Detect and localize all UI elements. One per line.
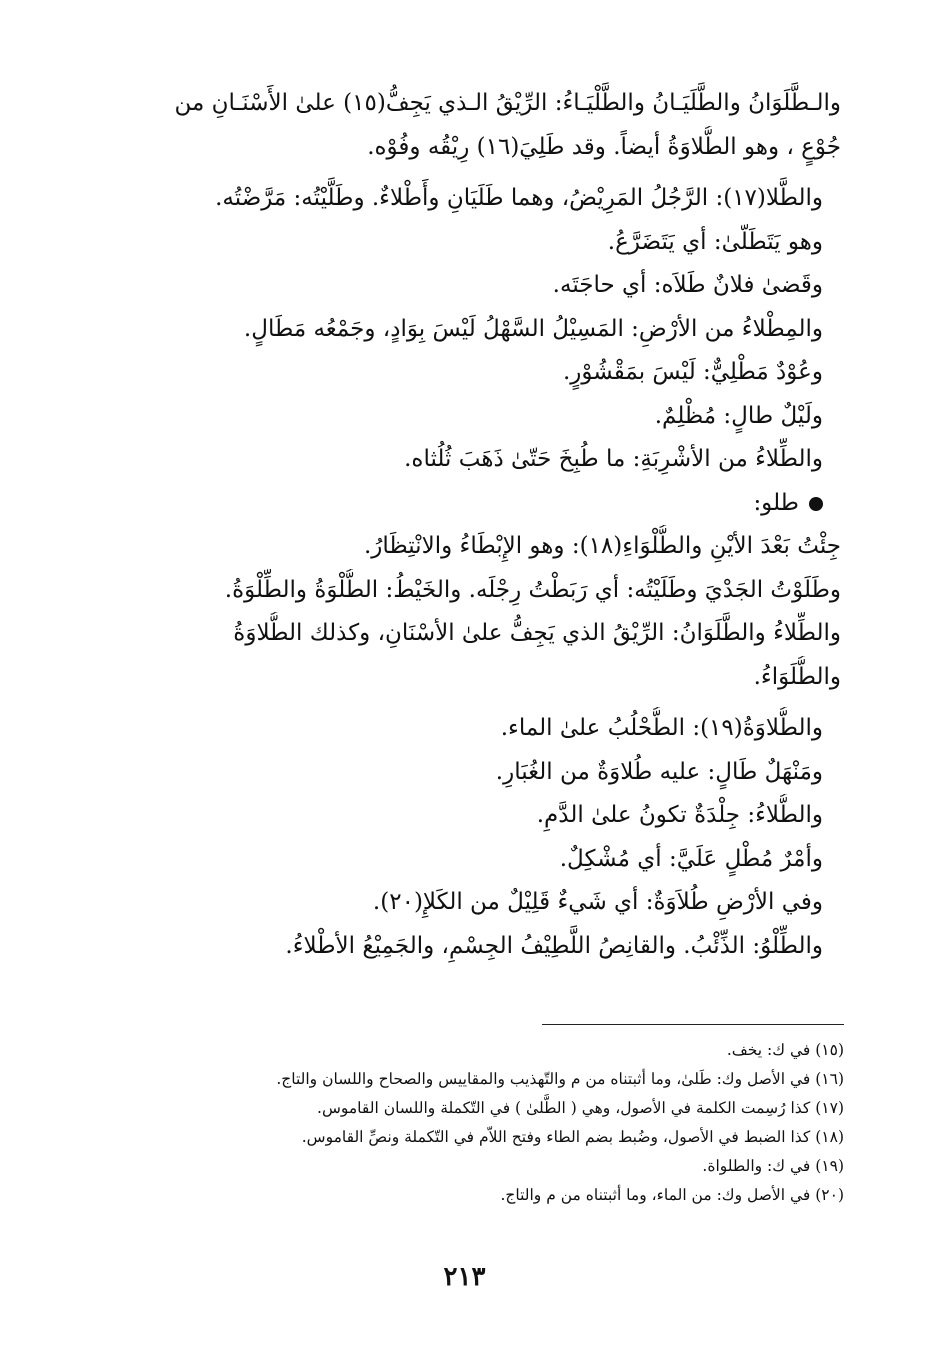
line-text: ولَيْلٌ طالٍ: مُظْلِمٌ. [654, 402, 823, 429]
text-line [90, 351, 841, 395]
line-text: وعُوْدٌ مَطْلِيٌّ: لَيْسَ بمَقْشُوْرٍ. [562, 359, 823, 385]
text-line [90, 308, 841, 352]
line-text: ومَنْهَلٌ طَالٍ: عليه طُلاوَةٌ من الغُبَارِ. [495, 758, 823, 785]
line-text: والطِّلاءُ من الأشْرِبَةِ: ما طُبِخَ حَتّىٰ ذَهَبَ ثُلُثاه. [404, 446, 823, 472]
text-line [90, 438, 841, 482]
text-line [90, 838, 841, 882]
line-text: وفي الأرْضِ طُلاَوَةٌ: أي شَيءٌ قَلِيْلٌ من الكَلإِ(٢٠). [372, 889, 823, 915]
line-text: وطَلَوْتُ الجَدْيَ وطَلَيْتُه: أي رَبَطْتُ رِجْلَه. والخَيْطُ: الطُّلْوَةُ والطِّلْوَةُ. [224, 576, 841, 603]
line-text: والطَّلا(١٧): الرَّجُلُ المَرِيْضُ، وهما طَلَيَانِ وأَطْلاءٌ. وطَلَّيْتُه: مَرَّضْتُه. [215, 185, 823, 211]
line-text: وهو يَتَطَلّىٰ: أي يَتَضَرَّعُ. [607, 228, 823, 255]
text-line [90, 881, 841, 925]
text-line [90, 82, 841, 126]
text-line [90, 264, 841, 308]
entry-heading [90, 482, 841, 526]
bullet-icon [809, 497, 823, 511]
line-text: والطِّلْوُ: الذِّئْبُ. والقانِصُ اللَّطِيْفُ الجِسْمِ، والجَمِيْعُ الأطْلاءُ. [285, 932, 823, 959]
footnote: (٢٠) في الأصل وك: من الماء، وما أثبتناه من م والتاج. [500, 1186, 844, 1204]
line-text: جِئْتُ بَعْدَ الأيْنِ والطُّلْوَاءِ(١٨): وهو الإِبْطَاءُ والانْتِظَارُ. [363, 533, 841, 559]
text-line [90, 751, 841, 795]
line-text: والطِّلاءُ والطَّلَوَانُ: الرِّيْقُ الذي يَجِفُّ علىٰ الأسْنَانِ، وكذلك الطُّلاوَةُ [233, 620, 841, 646]
footnotes [100, 1036, 844, 1210]
footnote: (١٦) في الأصل وك: طَلىٰ، وما أثبتناه من م والتّهذيب والمقاييس والصحاح واللسان والتاج. [276, 1070, 844, 1088]
line-text: والطُّلاءُ: جِلْدَةٌ تكونُ علىٰ الدَّمِ. [536, 802, 823, 828]
text-line [90, 177, 841, 221]
line-text: والطُّلاوَةُ(١٩): الطُّحْلُبُ علىٰ الماء. [500, 715, 823, 741]
text-line [90, 525, 841, 569]
line-text: طلو: [753, 489, 799, 516]
text-line [90, 794, 841, 838]
line-text: والمِطْلاءُ من الأرْضِ: المَسِيْلُ السَّهْلُ لَيْسَ بِوَادٍ، وجَمْعُه مَطَالٍ. [243, 315, 823, 342]
line-text: والطُّلَوَاءُ. [753, 663, 841, 690]
line-text: جُوْعٍ ، وهو الطُّلاوَةُ أيضاً. وقد طَلِيَ(١٦) رِيْقُه وفُوْه. [367, 133, 841, 160]
main-text [90, 82, 841, 968]
text-line [90, 925, 841, 969]
text-line [90, 707, 841, 751]
footnote: (١٩) في ك: والطلواة. [702, 1157, 844, 1175]
line-text: وأمْرٌ مُطْلٍ عَلَيَّ: أي مُشْكِلٌ. [559, 845, 823, 872]
text-line [90, 395, 841, 439]
text-line [90, 656, 841, 700]
page-number: ٢١٣ [443, 1262, 486, 1292]
text-line [90, 612, 841, 656]
footnote-separator [542, 1024, 844, 1025]
line-text: والـطَّلَوَانُ والطَّلَيَـانُ والطَّلْيَـاءُ: الرِّيْقُ الـذي يَجِفُّ(١٥) علىٰ الأَسْنَـانِ من [174, 90, 841, 116]
footnote: (١٥) في ك: يخف. [726, 1041, 844, 1059]
text-line [90, 126, 841, 170]
footnote: (١٧) كذا رُسِمت الكلمة في الأصول، وهي ( الطَّلىٰ ) في التّكملة واللسان القاموس. [317, 1099, 844, 1117]
text-line [90, 221, 841, 265]
text-line [90, 569, 841, 613]
footnote: (١٨) كذا الضبط في الأصول، وضُبط بضم الطاء وفتح اللاّم في التّكملة ونصِّ القاموس. [301, 1128, 844, 1146]
line-text: وقَضىٰ فلانٌ طَلاَه: أي حاجَتَه. [552, 272, 823, 298]
